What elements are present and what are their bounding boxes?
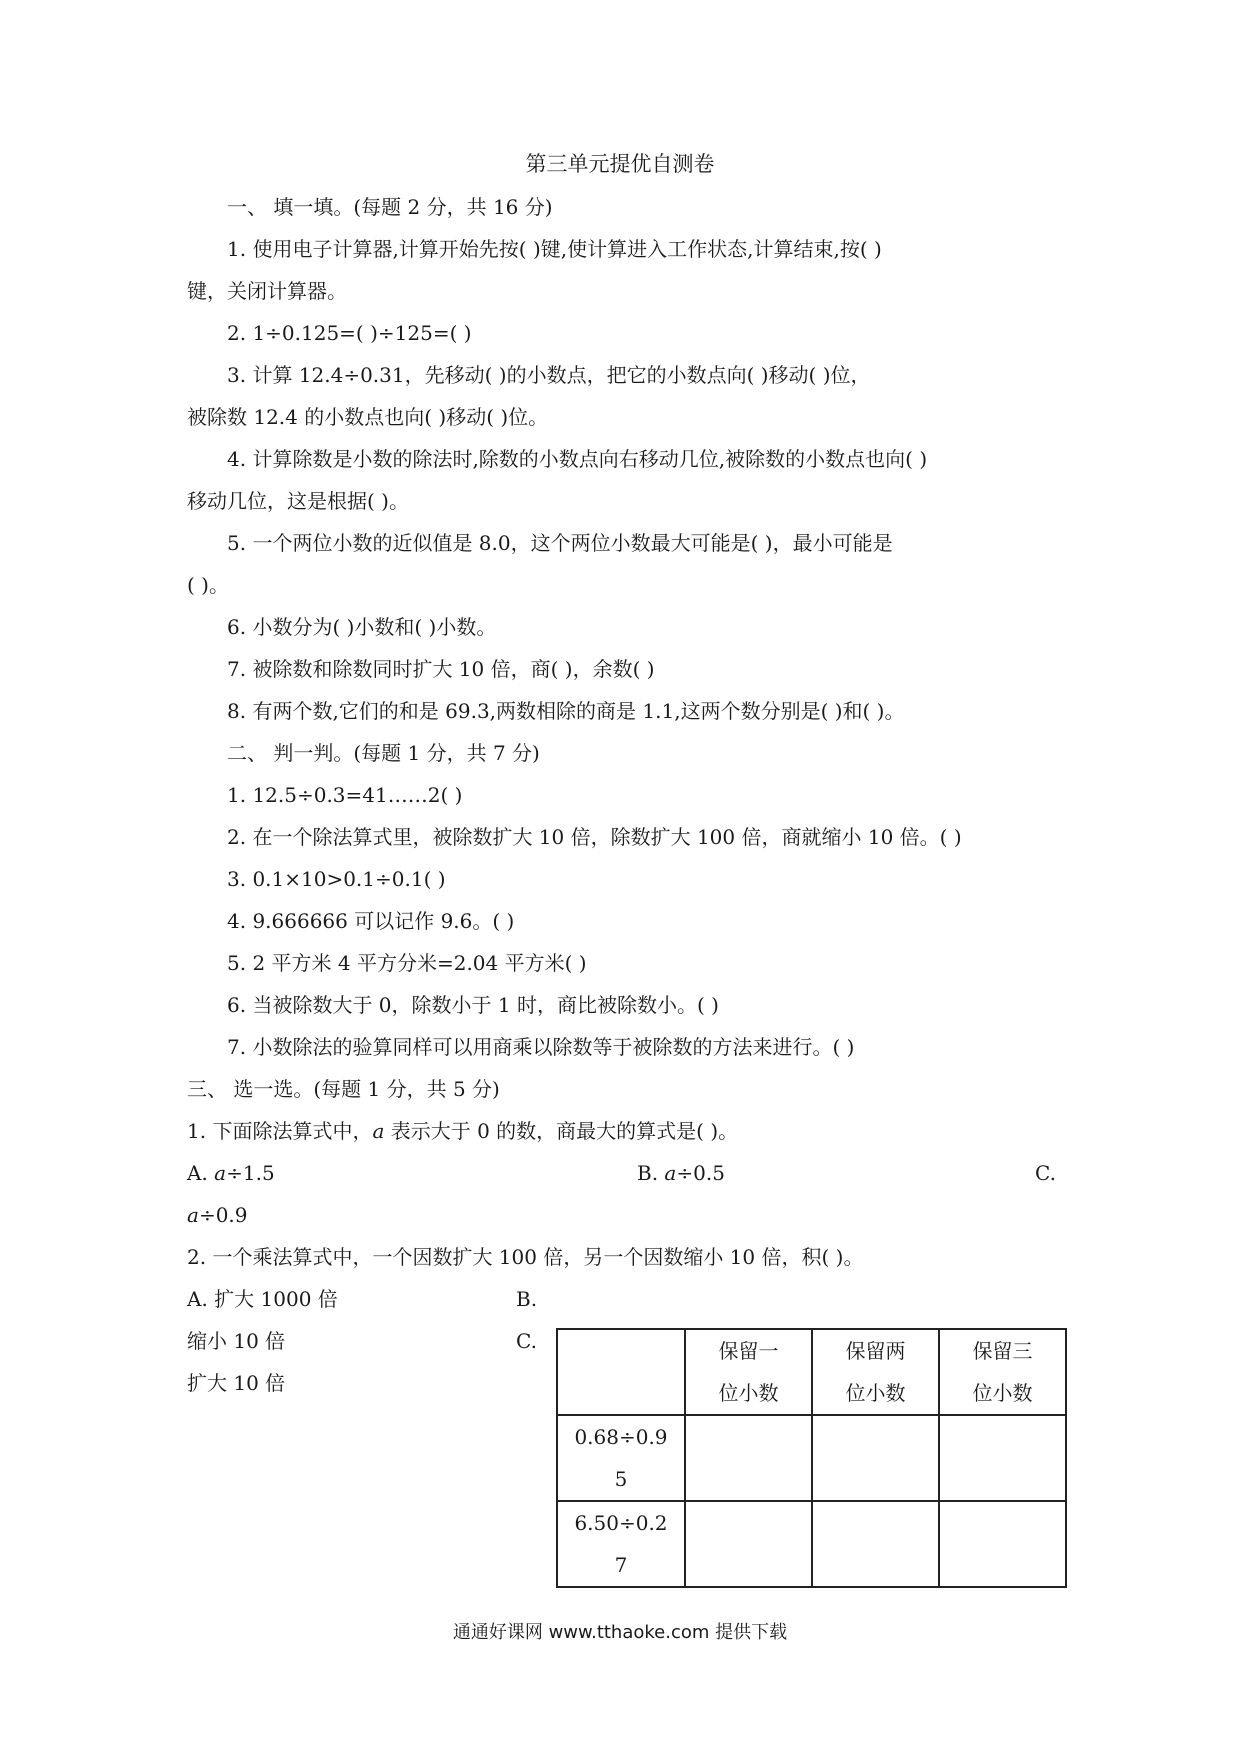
s2-q5: 5. 2 平方米 4 平方分米=2.04 平方米( ) bbox=[227, 951, 587, 975]
s3-q2-option-b-label: B. bbox=[516, 1287, 538, 1311]
page-footer: 通通好课网 www.tthaoke.com 提供下载 bbox=[452, 1622, 788, 1643]
s3-q2-option-a: A. 扩大 1000 倍 bbox=[187, 1287, 338, 1311]
s3-q2-option-c: 扩大 10 倍 bbox=[187, 1371, 286, 1395]
table-row-label bbox=[557, 1501, 685, 1587]
rounding-table bbox=[556, 1328, 1067, 1588]
table-row bbox=[557, 1415, 1066, 1501]
s3-q1-option-c bbox=[187, 1201, 248, 1229]
option-b-variable: a bbox=[664, 1161, 677, 1185]
s1-q5-line1: 5. 一个两位小数的近似值是 8.0，这个两位小数最大可能是( )，最小可能是 bbox=[227, 531, 893, 555]
option-b-text: ÷0.5 bbox=[676, 1161, 725, 1185]
table-header-cell bbox=[557, 1329, 685, 1415]
option-c-text: ÷0.9 bbox=[198, 1203, 248, 1227]
s2-q4: 4. 9.666666 可以记作 9.6。( ) bbox=[227, 909, 515, 933]
header-2-line1: 保留两 bbox=[845, 1339, 906, 1363]
s1-q4-line2: 移动几位，这是根据( )。 bbox=[187, 489, 409, 513]
table-header-cell bbox=[939, 1329, 1066, 1415]
s3-q1-option-c-label: C. bbox=[1035, 1161, 1056, 1185]
table-header-cell bbox=[812, 1329, 939, 1415]
section2-heading: 二、 判一判。(每题 1 分，共 7 分) bbox=[227, 741, 540, 765]
s3-q1-pre: 1. 下面除法算式中， bbox=[187, 1119, 373, 1143]
s3-q2-option-b: 缩小 10 倍 bbox=[187, 1329, 286, 1353]
header-1-line2: 位小数 bbox=[718, 1381, 779, 1405]
s1-q3-line2: 被除数 12.4 的小数点也向( )移动( )位。 bbox=[187, 405, 549, 429]
s3-q2-option-c-label: C. bbox=[516, 1329, 537, 1353]
answer-cell[interactable] bbox=[685, 1415, 812, 1501]
answer-cell[interactable] bbox=[812, 1501, 939, 1587]
row-1-line1: 0.68÷0.9 bbox=[574, 1425, 668, 1449]
s3-q2: 2. 一个乘法算式中，一个因数扩大 100 倍，另一个因数缩小 10 倍，积( )。 bbox=[187, 1245, 864, 1269]
s3-q1-variable: a bbox=[372, 1119, 385, 1143]
s1-q3-line1: 3. 计算 12.4÷0.31，先移动( )的小数点，把它的小数点向( )移动( )位， bbox=[227, 363, 871, 387]
s2-q7: 7. 小数除法的验算同样可以用商乘以除数等于被除数的方法来进行。( ) bbox=[227, 1035, 855, 1059]
table-header-row bbox=[557, 1329, 1066, 1415]
row-1-line2: 5 bbox=[614, 1467, 628, 1491]
s2-q6: 6. 当被除数大于 0，除数小于 1 时，商比被除数小。( ) bbox=[227, 993, 719, 1017]
row-2-line2: 7 bbox=[614, 1553, 628, 1577]
s1-q1-line2: 键，关闭计算器。 bbox=[187, 279, 347, 303]
header-2-line2: 位小数 bbox=[845, 1381, 906, 1405]
s1-q8: 8. 有两个数,它们的和是 69.3,两数相除的商是 1.1,这两个数分别是( )和( )。 bbox=[227, 699, 905, 723]
header-3-line2: 位小数 bbox=[972, 1381, 1033, 1405]
s1-q5-line2: ( )。 bbox=[187, 573, 229, 597]
s3-q1 bbox=[187, 1117, 738, 1145]
page-title: 第三单元提优自测卷 bbox=[525, 152, 715, 176]
s1-q6: 6. 小数分为( )小数和( )小数。 bbox=[227, 615, 497, 639]
s1-q7: 7. 被除数和除数同时扩大 10 倍，商( )，余数( ) bbox=[227, 657, 655, 681]
table-row-label bbox=[557, 1415, 685, 1501]
answer-cell[interactable] bbox=[939, 1415, 1066, 1501]
option-a-text: ÷1.5 bbox=[226, 1161, 275, 1185]
s3-q1-option-a bbox=[187, 1159, 275, 1187]
s1-q1-line1: 1. 使用电子计算器,计算开始先按( )键,使计算进入工作状态,计算结束,按( ) bbox=[227, 237, 882, 261]
option-c-variable: a bbox=[187, 1203, 199, 1227]
s3-q1-post: 表示大于 0 的数，商最大的算式是( )。 bbox=[384, 1119, 739, 1143]
s1-q2: 2. 1÷0.125=( )÷125=( ) bbox=[227, 321, 472, 345]
option-a-variable: a bbox=[214, 1161, 227, 1185]
answer-cell[interactable] bbox=[939, 1501, 1066, 1587]
header-1-line1: 保留一 bbox=[718, 1339, 779, 1363]
table-header-cell bbox=[685, 1329, 812, 1415]
s1-q4-line1: 4. 计算除数是小数的除法时,除数的小数点向右移动几位,被除数的小数点也向( ) bbox=[227, 447, 928, 471]
header-3-line1: 保留三 bbox=[972, 1339, 1033, 1363]
section3-heading: 三、 选一选。(每题 1 分，共 5 分) bbox=[187, 1077, 500, 1101]
table-row bbox=[557, 1501, 1066, 1587]
section1-heading: 一、 填一填。(每题 2 分，共 16 分) bbox=[227, 195, 553, 219]
s2-q3: 3. 0.1×10>0.1÷0.1( ) bbox=[227, 867, 446, 891]
row-2-line1: 6.50÷0.2 bbox=[574, 1511, 668, 1535]
answer-cell[interactable] bbox=[812, 1415, 939, 1501]
option-b-label: B. bbox=[637, 1161, 665, 1185]
answer-cell[interactable] bbox=[685, 1501, 812, 1587]
s3-q1-option-b bbox=[637, 1159, 725, 1187]
option-a-label: A. bbox=[187, 1161, 215, 1185]
s2-q2: 2. 在一个除法算式里，被除数扩大 10 倍，除数扩大 100 倍，商就缩小 10 倍。( ) bbox=[227, 825, 962, 849]
s2-q1: 1. 12.5÷0.3=41……2( ) bbox=[227, 783, 463, 807]
